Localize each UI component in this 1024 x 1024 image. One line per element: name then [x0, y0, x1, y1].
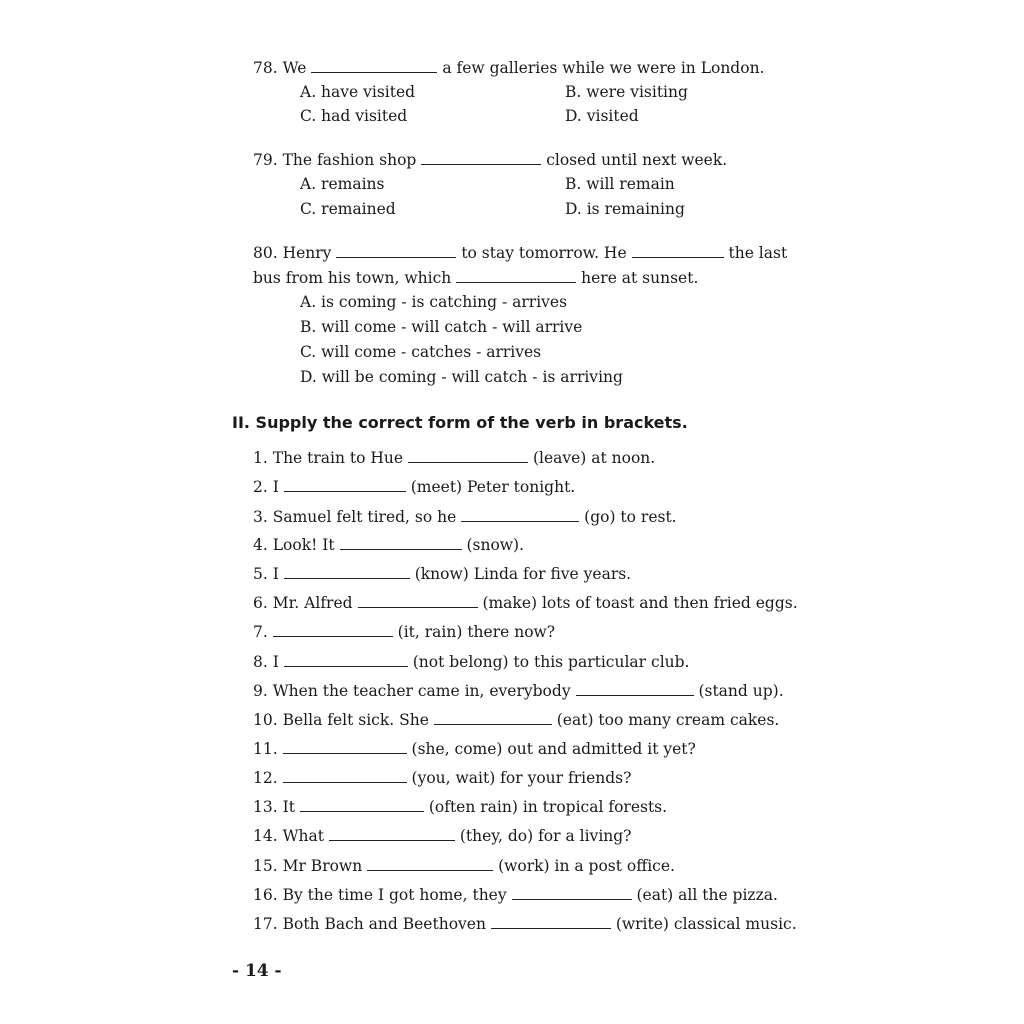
- answer-blank: [491, 914, 611, 929]
- exercise-item: 11. (she, come) out and admitted it yet?: [253, 740, 696, 758]
- q79-option-d: D. is remaining: [565, 200, 685, 218]
- q80-stem-line1: 80. Henry to stay tomorrow. He the last: [253, 244, 788, 262]
- answer-blank: [283, 768, 407, 783]
- q79-option-c: C. remained: [300, 200, 396, 218]
- q80-option-a: A. is coming - is catching - arrives: [300, 293, 568, 311]
- exercise-item: 3. Samuel felt tired, so he (go) to rest.: [253, 508, 677, 526]
- exercise-item: 1. The train to Hue (leave) at noon.: [253, 449, 656, 467]
- answer-blank: [367, 856, 493, 871]
- q79-option-b: B. will remain: [565, 175, 675, 193]
- answer-blank: [284, 652, 408, 667]
- exercise-item: 10. Bella felt sick. She (eat) too many cream cakes.: [253, 711, 780, 729]
- section-heading: II. Supply the correct form of the verb in brackets.: [232, 413, 688, 432]
- q79-blank: [421, 150, 541, 165]
- exercise-item: 2. I (meet) Peter tonight.: [253, 478, 576, 496]
- exercise-item: 13. It (often rain) in tropical forests.: [253, 798, 668, 816]
- answer-blank: [284, 564, 410, 579]
- q80-blank-3: [456, 268, 576, 283]
- q79-stem: 79. The fashion shop closed until next week.: [253, 151, 728, 169]
- answer-blank: [576, 681, 694, 696]
- q78-stem: 78. We a few galleries while we were in London.: [253, 59, 765, 77]
- exercise-item: 7. (it, rain) there now?: [253, 623, 556, 641]
- q79-option-a: A. remains: [300, 175, 385, 193]
- q80-blank-2: [632, 243, 724, 258]
- exercise-item: 9. When the teacher came in, everybody (stand up).: [253, 682, 784, 700]
- exercise-item: 4. Look! It (snow).: [253, 536, 525, 554]
- answer-blank: [284, 477, 406, 492]
- page-number: - 14 -: [232, 961, 282, 981]
- answer-blank: [358, 593, 478, 608]
- q78-option-c: C. had visited: [300, 107, 408, 125]
- q80-stem-line2: bus from his town, which here at sunset.: [253, 269, 699, 287]
- q78-option-d: D. visited: [565, 107, 639, 125]
- q80-blank-1: [336, 243, 456, 258]
- exercise-item: 14. What (they, do) for a living?: [253, 827, 632, 845]
- exercise-item: 6. Mr. Alfred (make) lots of toast and then fried eggs.: [253, 594, 798, 612]
- answer-blank: [329, 826, 455, 841]
- q78-blank: [311, 58, 437, 73]
- q78-option-a: A. have visited: [300, 83, 416, 101]
- answer-blank: [408, 448, 528, 463]
- answer-blank: [340, 535, 462, 550]
- q80-option-d: D. will be coming - will catch - is arriving: [300, 368, 623, 386]
- exercise-item: 12. (you, wait) for your friends?: [253, 769, 632, 787]
- answer-blank: [461, 507, 579, 522]
- exercise-item: 15. Mr Brown (work) in a post office.: [253, 857, 675, 875]
- exercise-item: 5. I (know) Linda for five years.: [253, 565, 632, 583]
- q78-option-b: B. were visiting: [565, 83, 688, 101]
- answer-blank: [300, 797, 424, 812]
- exercise-item: 17. Both Bach and Beethoven (write) classical music.: [253, 915, 797, 933]
- answer-blank: [512, 885, 632, 900]
- answer-blank: [283, 739, 407, 754]
- q80-option-c: C. will come - catches - arrives: [300, 343, 542, 361]
- answer-blank: [273, 622, 393, 637]
- q80-option-b: B. will come - will catch - will arrive: [300, 318, 583, 336]
- exercise-item: 8. I (not belong) to this particular club.: [253, 653, 690, 671]
- exercise-item: 16. By the time I got home, they (eat) all the pizza.: [253, 886, 778, 904]
- answer-blank: [434, 710, 552, 725]
